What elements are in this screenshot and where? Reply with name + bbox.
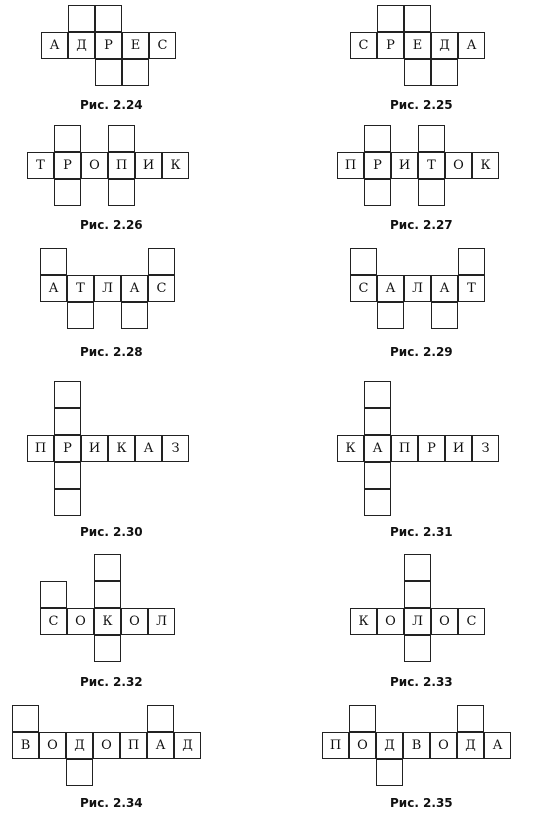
empty-cell-above xyxy=(364,408,391,435)
figure-caption: Рис. 2.32 xyxy=(80,675,143,689)
letter-cell: И xyxy=(135,152,162,179)
empty-cell-below xyxy=(54,489,81,516)
letter-cell: И xyxy=(81,435,108,462)
letter-cell: С xyxy=(350,275,377,302)
empty-cell-below xyxy=(431,59,458,86)
empty-cell-above xyxy=(364,381,391,408)
empty-cell-below xyxy=(54,462,81,489)
letter-cell: А xyxy=(135,435,162,462)
empty-cell-below xyxy=(418,179,445,206)
empty-cell-above xyxy=(54,381,81,408)
letter-cell: А xyxy=(41,32,68,59)
letter-cell: Р xyxy=(418,435,445,462)
letter-cell: Р xyxy=(54,152,81,179)
letter-cell: С xyxy=(149,32,176,59)
letter-cell: Д xyxy=(431,32,458,59)
figure-caption: Рис. 2.29 xyxy=(390,345,453,359)
empty-cell-above xyxy=(377,5,404,32)
letter-cell: К xyxy=(472,152,499,179)
letter-cell: Д xyxy=(457,732,484,759)
empty-cell-below xyxy=(364,179,391,206)
empty-cell-above xyxy=(418,125,445,152)
letter-cell: О xyxy=(121,608,148,635)
figure-caption: Рис. 2.27 xyxy=(390,218,453,232)
letter-cell: И xyxy=(445,435,472,462)
letter-cell: И xyxy=(391,152,418,179)
letter-cell: В xyxy=(12,732,39,759)
letter-cell: А xyxy=(431,275,458,302)
empty-cell-below xyxy=(121,302,148,329)
empty-cell-below xyxy=(377,302,404,329)
figure-caption: Рис. 2.31 xyxy=(390,525,453,539)
empty-cell-below xyxy=(364,489,391,516)
empty-cell-above xyxy=(108,125,135,152)
letter-cell: Р xyxy=(54,435,81,462)
empty-cell-above xyxy=(457,705,484,732)
letter-cell: П xyxy=(120,732,147,759)
figure-caption: Рис. 2.25 xyxy=(390,98,453,112)
letter-cell: Т xyxy=(418,152,445,179)
empty-cell-above xyxy=(40,248,67,275)
empty-cell-above xyxy=(404,5,431,32)
letter-cell: К xyxy=(162,152,189,179)
letter-cell: О xyxy=(377,608,404,635)
letter-cell: А xyxy=(40,275,67,302)
empty-cell-below xyxy=(404,59,431,86)
letter-cell: Д xyxy=(66,732,93,759)
letter-cell: С xyxy=(350,32,377,59)
figure-caption: Рис. 2.26 xyxy=(80,218,143,232)
letter-cell: Т xyxy=(27,152,54,179)
figure-caption: Рис. 2.35 xyxy=(390,796,453,810)
letter-cell: Р xyxy=(95,32,122,59)
letter-cell: О xyxy=(349,732,376,759)
empty-cell-below xyxy=(364,462,391,489)
letter-cell: С xyxy=(458,608,485,635)
empty-cell-below xyxy=(66,759,93,786)
letter-cell: П xyxy=(27,435,54,462)
letter-cell: К xyxy=(94,608,121,635)
empty-cell-below xyxy=(95,59,122,86)
letter-cell: О xyxy=(67,608,94,635)
letter-cell: К xyxy=(108,435,135,462)
letter-cell: О xyxy=(431,608,458,635)
letter-cell: О xyxy=(81,152,108,179)
letter-cell: П xyxy=(337,152,364,179)
empty-cell-below xyxy=(94,635,121,662)
letter-cell: А xyxy=(147,732,174,759)
letter-cell: А xyxy=(364,435,391,462)
empty-cell-above xyxy=(148,248,175,275)
letter-cell: Л xyxy=(94,275,121,302)
empty-cell-below xyxy=(54,179,81,206)
letter-cell: К xyxy=(337,435,364,462)
letter-cell: Т xyxy=(67,275,94,302)
letter-cell: Д xyxy=(174,732,201,759)
letter-cell: К xyxy=(350,608,377,635)
empty-cell-above xyxy=(54,408,81,435)
letter-cell: Р xyxy=(377,32,404,59)
empty-cell-above xyxy=(147,705,174,732)
letter-cell: А xyxy=(484,732,511,759)
letter-cell: О xyxy=(93,732,120,759)
empty-cell-above xyxy=(95,5,122,32)
figure-caption: Рис. 2.30 xyxy=(80,525,143,539)
empty-cell-below xyxy=(122,59,149,86)
letter-cell: Е xyxy=(404,32,431,59)
letter-cell: О xyxy=(445,152,472,179)
empty-cell-above xyxy=(404,554,431,581)
letter-cell: Л xyxy=(148,608,175,635)
empty-cell-above xyxy=(40,581,67,608)
empty-cell-above xyxy=(12,705,39,732)
figure-caption: Рис. 2.34 xyxy=(80,796,143,810)
letter-cell: П xyxy=(108,152,135,179)
letter-cell: З xyxy=(472,435,499,462)
letter-cell: З xyxy=(162,435,189,462)
letter-cell: Л xyxy=(404,608,431,635)
empty-cell-below xyxy=(67,302,94,329)
letter-cell: П xyxy=(322,732,349,759)
letter-cell: А xyxy=(458,32,485,59)
letter-cell: А xyxy=(377,275,404,302)
letter-cell: Л xyxy=(404,275,431,302)
letter-cell: О xyxy=(39,732,66,759)
letter-cell: С xyxy=(40,608,67,635)
empty-cell-below xyxy=(404,635,431,662)
figure-caption: Рис. 2.24 xyxy=(80,98,143,112)
empty-cell-above xyxy=(350,248,377,275)
empty-cell-above xyxy=(68,5,95,32)
figure-caption: Рис. 2.28 xyxy=(80,345,143,359)
empty-cell-above xyxy=(94,581,121,608)
letter-cell: Д xyxy=(376,732,403,759)
letter-cell: С xyxy=(148,275,175,302)
letter-cell: Д xyxy=(68,32,95,59)
letter-cell: О xyxy=(430,732,457,759)
figure-caption: Рис. 2.33 xyxy=(390,675,453,689)
letter-cell: П xyxy=(391,435,418,462)
empty-cell-below xyxy=(108,179,135,206)
empty-cell-above xyxy=(54,125,81,152)
letter-cell: В xyxy=(403,732,430,759)
empty-cell-below xyxy=(431,302,458,329)
empty-cell-above xyxy=(364,125,391,152)
letter-cell: Е xyxy=(122,32,149,59)
letter-cell: Р xyxy=(364,152,391,179)
empty-cell-above xyxy=(349,705,376,732)
empty-cell-above xyxy=(404,581,431,608)
empty-cell-below xyxy=(376,759,403,786)
letter-cell: А xyxy=(121,275,148,302)
empty-cell-above xyxy=(458,248,485,275)
empty-cell-above xyxy=(94,554,121,581)
letter-cell: Т xyxy=(458,275,485,302)
